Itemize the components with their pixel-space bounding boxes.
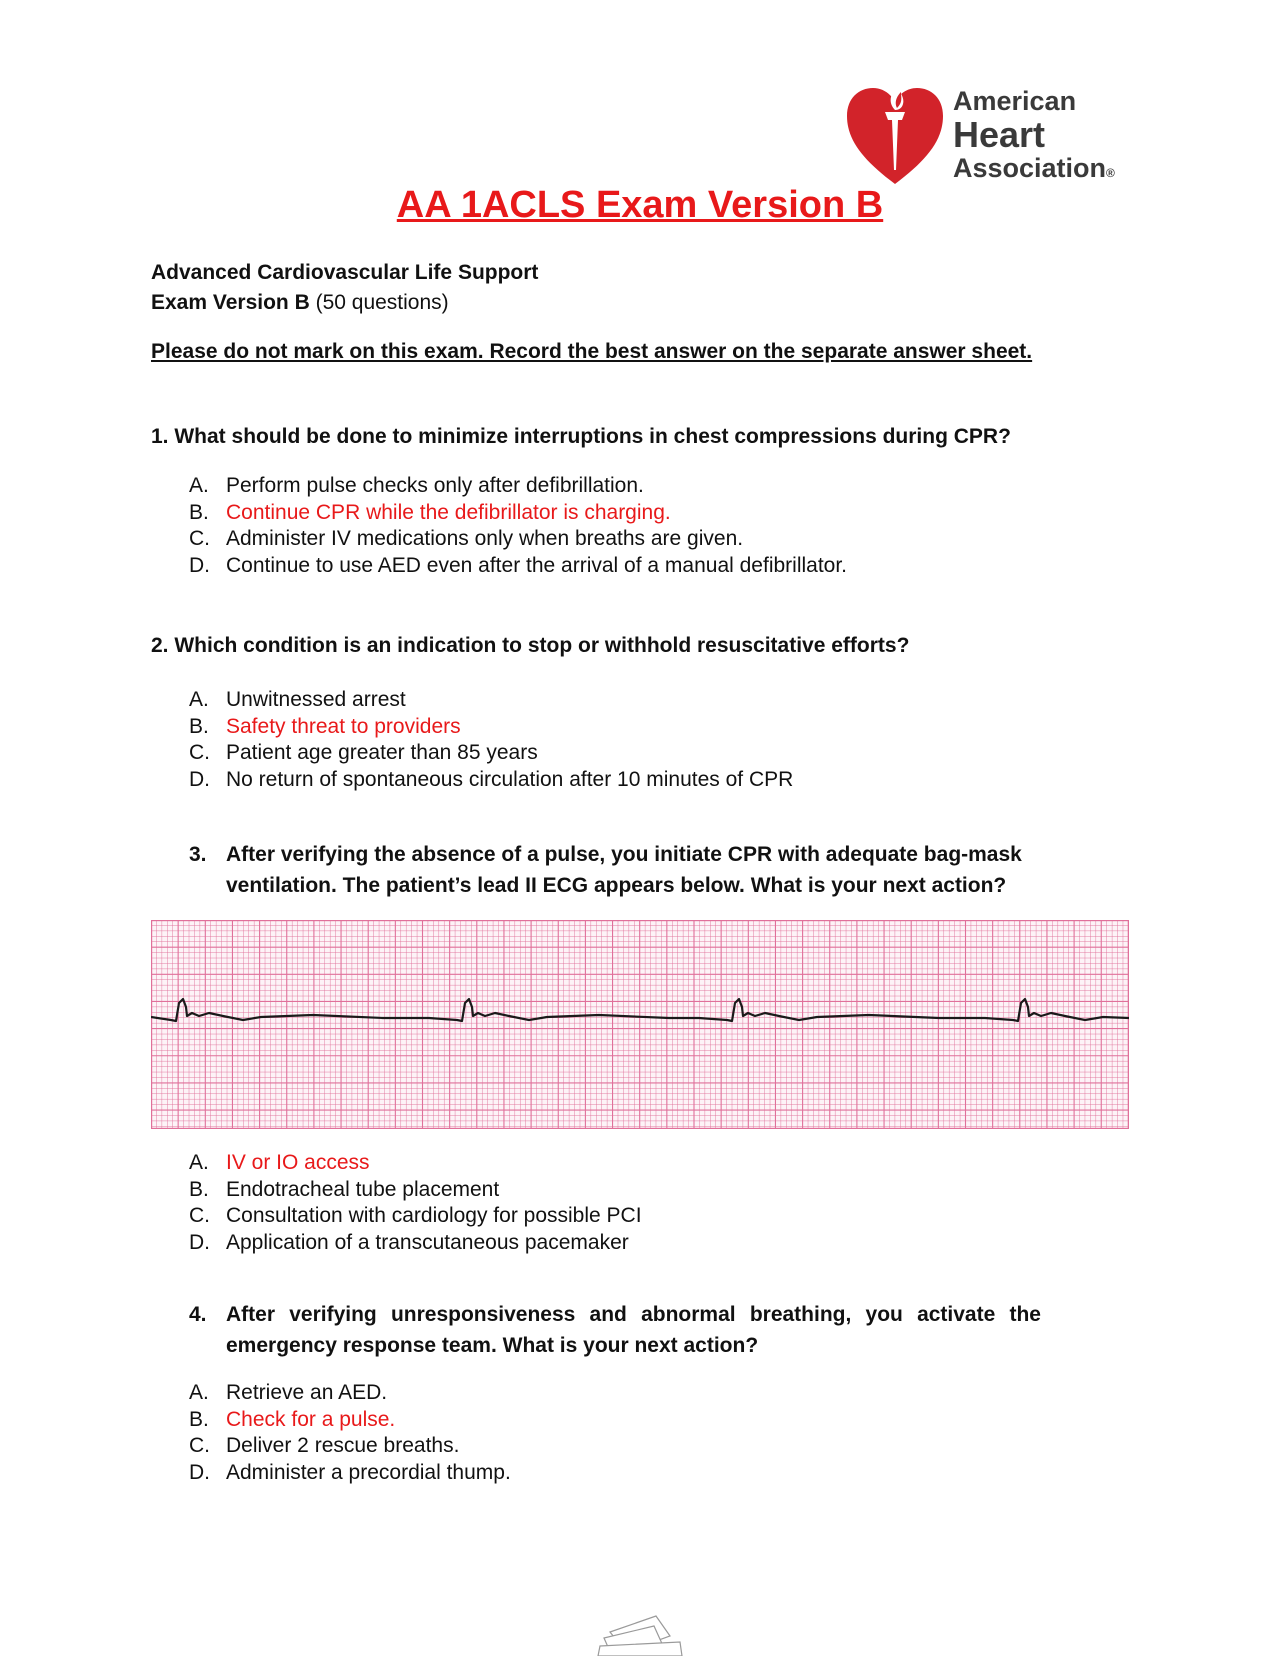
question-number: 3. — [189, 843, 207, 866]
question-2 — [151, 630, 909, 661]
heart-torch-icon — [845, 72, 945, 190]
option-b-correct: B. Safety threat to providers — [189, 714, 461, 738]
page-title: AA 1ACLS Exam Version B — [396, 184, 884, 226]
course-name: Advanced Cardiovascular Life Support — [151, 261, 539, 284]
option-c: C. Patient age greater than 85 years — [189, 741, 538, 764]
logo-association-text: Association — [953, 153, 1107, 183]
question-number: 1. — [151, 425, 169, 448]
logo-line-american: American — [953, 86, 1077, 116]
option-c: C. Administer IV medications only when breaths are given. — [189, 527, 744, 550]
exam-subheading — [151, 258, 538, 318]
question-count: (50 questions) — [309, 291, 449, 314]
logo-line-association — [953, 155, 1115, 182]
option-a: A. Perform pulse checks only after defibrillation. — [189, 474, 644, 497]
option-a-correct: A. IV or IO access — [189, 1151, 370, 1174]
question-3 — [189, 839, 1089, 901]
exam-version — [151, 288, 538, 318]
question-3-options — [189, 1150, 642, 1256]
logo-line-heart: Heart — [953, 114, 1046, 155]
instructions-notice: Please do not mark on this exam. Record the best answer on the separate answer sheet. — [151, 340, 1033, 363]
question-text: What should be done to minimize interruptions in chest compressions during CPR? — [174, 425, 1011, 448]
option-d: D. Administer a precordial thump. — [189, 1460, 511, 1484]
question-text: Which condition is an indication to stop or withhold resuscitative efforts? — [174, 634, 910, 657]
question-text: After verifying unresponsiveness and abnormal breathing, you activate the emergency response team. What is your next action? — [226, 1303, 1041, 1357]
option-d: D. No return of spontaneous circulation after 10 minutes of CPR — [189, 767, 794, 791]
ecg-strip-lead-ii — [151, 920, 1129, 1129]
question-1-options — [189, 473, 847, 579]
option-a: A. Unwitnessed arrest — [189, 688, 406, 711]
option-b-correct: B. Check for a pulse. — [189, 1407, 396, 1431]
option-a: A. Retrieve an AED. — [189, 1381, 388, 1404]
option-c: C. Consultation with cardiology for possible PCI — [189, 1204, 642, 1227]
question-2-options — [189, 687, 793, 793]
question-number: 4. — [189, 1303, 207, 1326]
option-b-correct: B. Continue CPR while the defibrillator is charging. — [189, 500, 671, 524]
question-text: After verifying the absence of a pulse, you initiate CPR with adequate bag-mask ventilation. The patient’s lead II ECG appears below. What is your next action? — [226, 843, 1022, 897]
aha-logo — [845, 72, 1135, 190]
option-c: C. Deliver 2 rescue breaths. — [189, 1434, 460, 1457]
option-d: D. Application of a transcutaneous pacemaker — [189, 1230, 629, 1254]
document-stack-icon — [596, 1612, 688, 1656]
question-4 — [189, 1299, 1089, 1361]
exam-version-label: Exam Version B — [151, 291, 310, 314]
option-d: D. Continue to use AED even after the arrival of a manual defibrillator. — [189, 553, 848, 577]
registered-mark: ® — [1106, 166, 1115, 180]
aha-wordmark — [953, 88, 1115, 182]
question-1 — [151, 421, 1011, 452]
question-number: 2. — [151, 634, 169, 657]
option-b: B. Endotracheal tube placement — [189, 1177, 500, 1201]
question-4-options — [189, 1380, 511, 1486]
